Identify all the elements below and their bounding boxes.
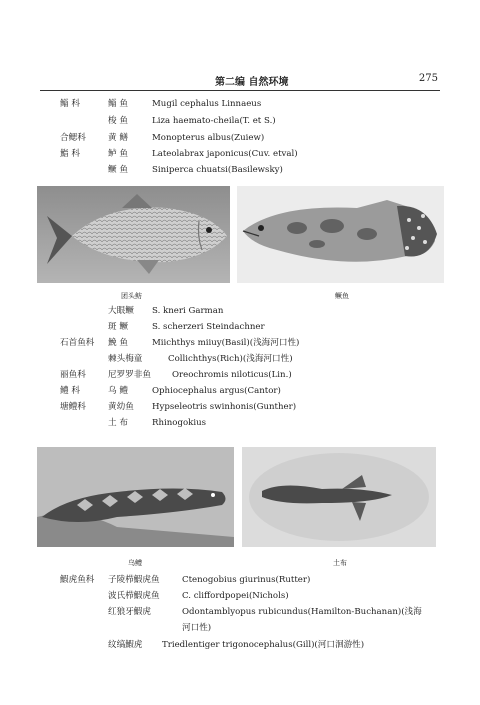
family-name: 石首鱼科: [60, 338, 95, 348]
common-name: 大眼鳜: [108, 306, 134, 316]
common-name: 纹缟鰕虎: [108, 640, 143, 650]
species-entry: [60, 162, 440, 178]
species-entry: [60, 96, 440, 112]
species-entry: [60, 319, 440, 335]
scientific-name: Ctenogobius giurinus(Rutter): [182, 575, 311, 585]
figure-caption: 乌鳢: [128, 559, 142, 567]
species-entry: [60, 620, 440, 636]
section-title: 第二编 自然环境: [215, 77, 289, 88]
snakehead-fish-illustration: [37, 447, 234, 547]
family-name: 丽鱼科: [60, 370, 86, 380]
common-name: 棘头梅童: [108, 354, 143, 364]
scientific-name: Liza haemato-cheila(T. et S.): [152, 116, 276, 126]
species-entry: [60, 130, 440, 146]
scientific-name: 河口性): [182, 623, 212, 633]
common-name: 红狼牙鰕虎: [108, 607, 151, 617]
scientific-name: Oreochromis niloticus(Lin.): [172, 370, 292, 380]
species-entry: [60, 588, 440, 604]
scientific-name: Odontamblyopus rubicundus(Hamilton-Buchanan)(浅海: [182, 607, 422, 617]
scientific-name: Lateolabrax japonicus(Cuv. etval): [152, 149, 298, 159]
common-name: 梭 鱼: [108, 116, 128, 126]
species-entry: [60, 335, 440, 351]
common-name: 黄 鳝: [108, 133, 128, 143]
species-entry: [60, 383, 440, 399]
figure-caption: 团头鲂: [121, 292, 142, 300]
common-name: 黄幼鱼: [108, 402, 134, 412]
bream-fish-illustration: [37, 186, 230, 283]
common-name: 鳜 鱼: [108, 165, 128, 175]
family-name: 鮨 科: [60, 149, 80, 159]
common-name: 斑 鳜: [108, 322, 128, 332]
page-number: 275: [418, 73, 438, 84]
family-name: 塘鳢科: [60, 402, 86, 412]
species-entry: [60, 415, 440, 431]
scientific-name: S. kneri Garman: [152, 306, 224, 316]
bream-photo: [37, 186, 230, 283]
scientific-name: Ophiocephalus argus(Cantor): [152, 386, 281, 396]
figure-caption: 土布: [333, 559, 347, 567]
common-name: 鲻 鱼: [108, 99, 128, 109]
mandarin-fish-photo: [237, 186, 444, 283]
family-name: 鳢 科: [60, 386, 80, 396]
common-name: 子陵栉鰕虎鱼: [108, 575, 160, 585]
scientific-name: Mugil cephalus Linnaeus: [152, 99, 262, 109]
mandarin-fish-illustration: [237, 186, 444, 283]
family-name: 鲻 科: [60, 99, 80, 109]
species-entry: [60, 572, 440, 588]
sleeper-goby-illustration: [242, 447, 436, 547]
sleeper-goby-photo: [242, 447, 436, 547]
scientific-name: Miichthys miiuy(Basil)(浅海河口性): [152, 338, 300, 348]
scientific-name: C. cliffordpopei(Nichols): [182, 591, 289, 601]
common-name: 鮸 鱼: [108, 338, 128, 348]
scientific-name: Triedlentiger trigonocephalus(Gill)(河口洄游性): [162, 640, 365, 650]
scientific-name: Rhinogokius: [152, 418, 207, 428]
species-entry: [60, 637, 440, 653]
species-entry: [60, 146, 440, 162]
common-name: 土 布: [108, 418, 128, 428]
page-header: [40, 70, 440, 91]
species-entry: [60, 367, 440, 383]
scientific-name: S. scherzeri Steindachner: [152, 322, 265, 332]
species-entry: [60, 351, 440, 367]
common-name: 鲈 鱼: [108, 149, 128, 159]
species-entry: [60, 604, 440, 620]
figure-caption: 鳜鱼: [335, 292, 349, 300]
species-entry: [60, 399, 440, 415]
scientific-name: Hypseleotris swinhonis(Gunther): [152, 402, 297, 412]
species-entry: [60, 303, 440, 319]
family-name: 鰕虎鱼科: [60, 575, 95, 585]
common-name: 尼罗罗非鱼: [108, 370, 151, 380]
common-name: 波氏栉鰕虎鱼: [108, 591, 160, 601]
scientific-name: Monopterus albus(Zuiew): [152, 133, 265, 143]
family-name: 合鳃科: [60, 133, 86, 143]
species-entry: [60, 113, 440, 129]
snakehead-photo: [37, 447, 234, 547]
scientific-name: Collichthys(Rich)(浅海河口性): [168, 354, 293, 364]
common-name: 乌 鳢: [108, 386, 128, 396]
scientific-name: Siniperca chuatsi(Basilewsky): [152, 165, 283, 175]
